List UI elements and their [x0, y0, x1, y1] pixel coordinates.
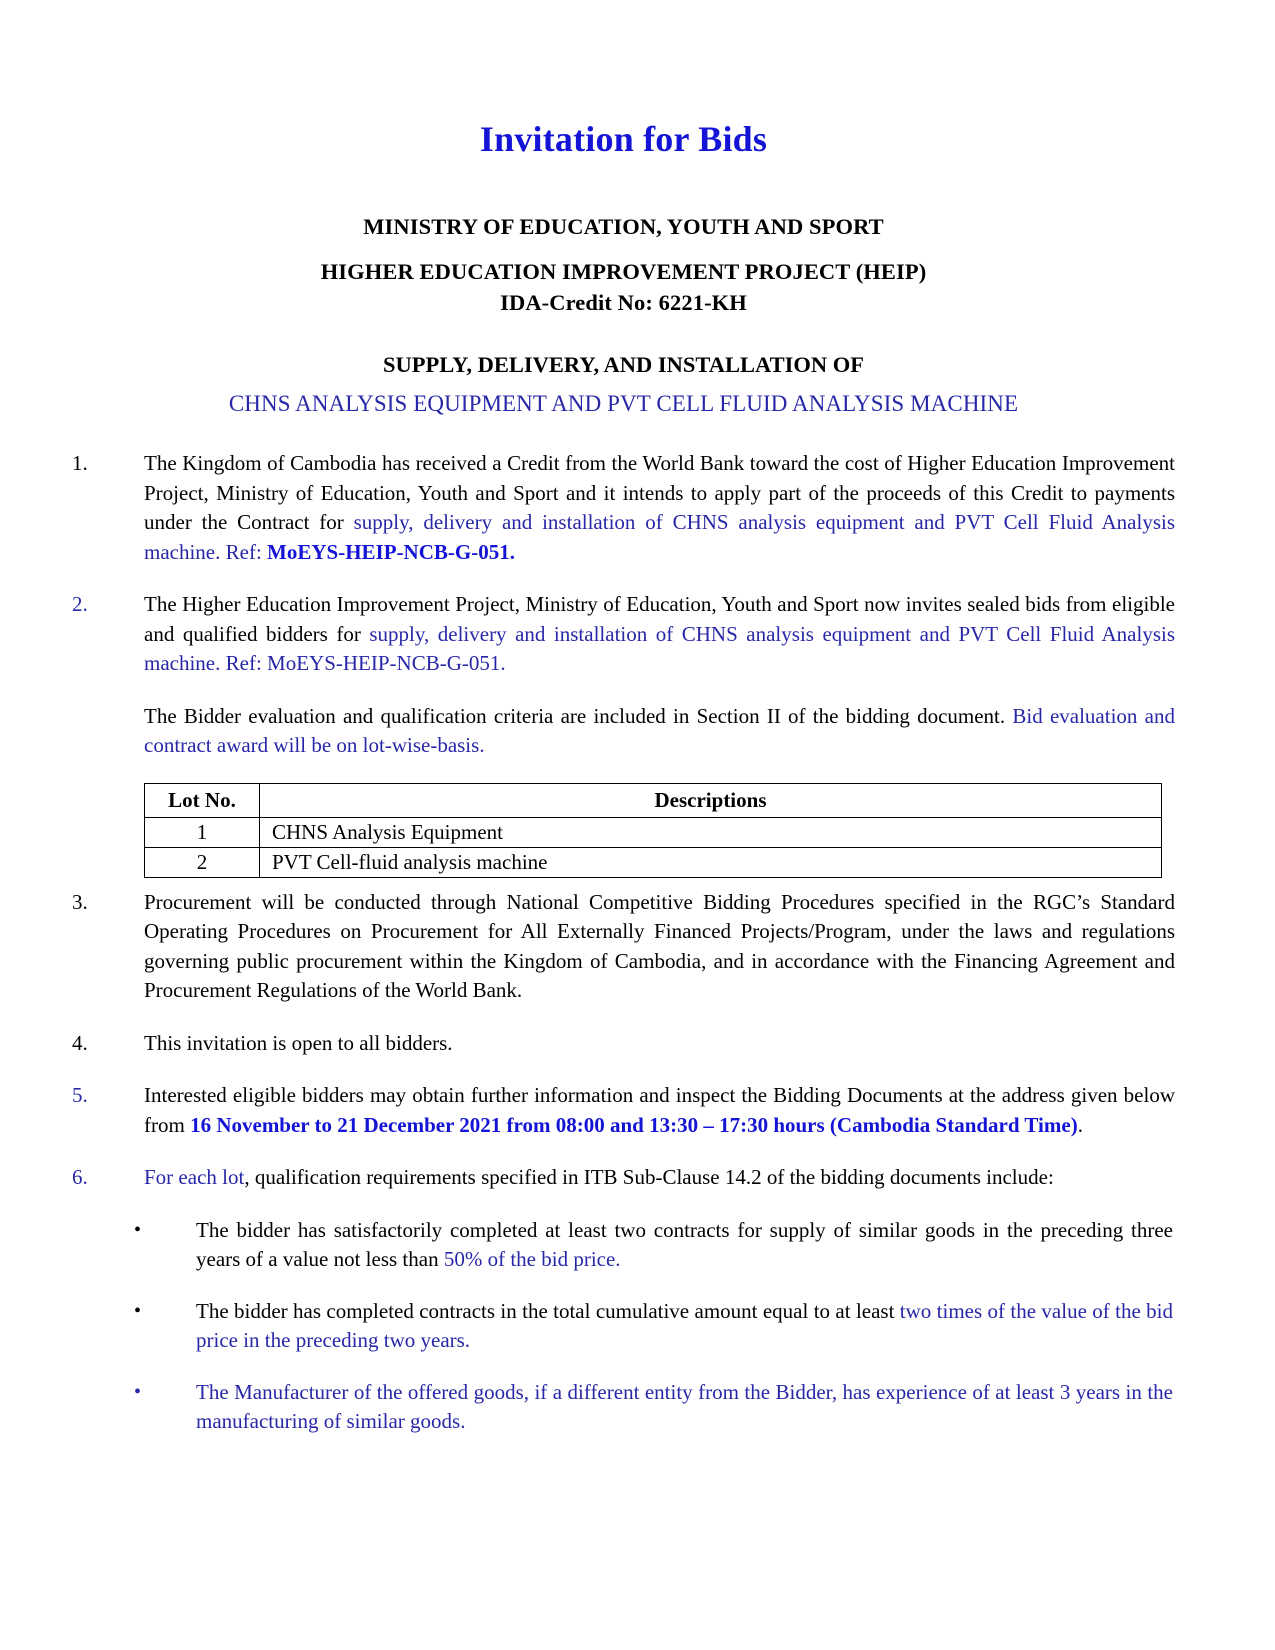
bullet-icon: • [134, 1218, 142, 1241]
clause-2-subparagraph [144, 702, 1175, 761]
credit-number: IDA-Credit No: 6221-KH [500, 290, 747, 315]
equipment-heading: CHNS ANALYSIS EQUIPMENT AND PVT CELL FLUID ANALYSIS MACHINE [228, 391, 1019, 416]
subpara-blue: Bid evaluation and contract award will be on lot-wise-basis. [144, 703, 1175, 757]
clause-1-blue: supply, delivery and installation of CHNS analysis equipment and PVT Cell Fluid Analysis machine. Ref: [144, 510, 1175, 564]
organization-block [72, 214, 1175, 316]
table-cell-description: PVT Cell-fluid analysis machine [260, 847, 1162, 877]
subpara-black: The Bidder evaluation and qualification criteria are included in Section II of the bidding document. [144, 703, 1013, 728]
clause-3-number: 3. [72, 889, 88, 914]
list-item [72, 1297, 1175, 1356]
table-row [145, 847, 1162, 877]
list-item [72, 1378, 1175, 1437]
clause-2-black: The Higher Education Improvement Project, Ministry of Education, Youth and Sport now invites sealed bids from eligible and qualified bidders for [144, 592, 1175, 646]
clause-2 [72, 590, 1175, 679]
clause-5-dates: 16 November to 21 December 2021 from 08:00 and 13:30 – 17:30 hours (Cambodia Standard Time) [190, 1112, 1078, 1137]
list-item [72, 1216, 1175, 1275]
clause-1-ref: MoEYS-HEIP-NCB-G-051. [267, 539, 515, 564]
clause-2-text [144, 590, 1175, 679]
clause-6-black: , qualification requirements specified in ITB Sub-Clause 14.2 of the bidding documents include: [244, 1165, 1054, 1189]
bullet-text [196, 1216, 1175, 1275]
table-row [145, 817, 1162, 847]
qualification-bullet-list [72, 1216, 1175, 1437]
table-header-descriptions: Descriptions [260, 783, 1162, 817]
supply-heading: SUPPLY, DELIVERY, AND INSTALLATION OF [382, 352, 864, 377]
table-header-row [145, 783, 1162, 817]
clause-3-text: Procurement will be conducted through National Competitive Bidding Procedures specified in the RGC’s Standard Operating Procedures on Procurement for All Externally Financed Projects/Program, under the laws and regulations governing public procurement within the Kingdom of Cambodia, and in accordance with the Financing Agreement and Procurement Regulations of the World Bank. [144, 889, 1175, 1002]
bullet-blue: two times of the value of the bid price in the preceding two years. [196, 1298, 1173, 1352]
clause-1 [72, 449, 1175, 567]
clause-4 [72, 1029, 1175, 1059]
clause-5 [72, 1081, 1175, 1140]
project-name: HIGHER EDUCATION IMPROVEMENT PROJECT (HEIP) [320, 259, 927, 284]
bullet-icon: • [134, 1380, 142, 1403]
bullet-icon: • [134, 1299, 142, 1322]
clause-5-text [144, 1081, 1175, 1140]
bullet-text [196, 1378, 1175, 1437]
clause-1-text [144, 449, 1175, 567]
clause-5-black: Interested eligible bidders may obtain further information and inspect the Bidding Documents at the address given below from [144, 1083, 1175, 1137]
clause-5-number: 5. [72, 1083, 88, 1107]
clause-1-black: The Kingdom of Cambodia has received a Credit from the World Bank toward the cost of Higher Education Improvement Project, Ministry of Education, Youth and Sport and it intends to apply part of the proceeds of this Credit to payments under the Contract for [144, 451, 1175, 534]
bullet-blue: The Manufacturer of the offered goods, if a different entity from the Bidder, has experience of at least 3 years in the manufacturing of similar goods. [196, 1379, 1173, 1433]
clause-6-text [144, 1163, 1175, 1193]
clause-4-number: 4. [72, 1030, 88, 1055]
table-header-lot-no: Lot No. [145, 783, 260, 817]
page-title: Invitation for Bids [479, 119, 768, 159]
clause-5-period: . [1077, 1112, 1083, 1137]
bullet-blue: 50% of the bid price. [443, 1247, 621, 1271]
table-cell-lot: 2 [145, 847, 260, 877]
table-cell-description: CHNS Analysis Equipment [260, 817, 1162, 847]
bullet-text [196, 1297, 1175, 1356]
clause-3 [72, 888, 1175, 1006]
bullet-black: The bidder has satisfactorily completed at least two contracts for supply of similar goods in the preceding three years of a value not less than [196, 1217, 1173, 1271]
bullet-black: The bidder has completed contracts in the total cumulative amount equal to at least [196, 1298, 900, 1323]
ministry-name: MINISTRY OF EDUCATION, YOUTH AND SPORT [363, 214, 884, 239]
clause-6-blue-lead: For each lot [144, 1165, 245, 1189]
table-cell-lot: 1 [145, 817, 260, 847]
lot-table [144, 783, 1162, 878]
clause-6 [72, 1163, 1175, 1193]
clause-1-number: 1. [72, 451, 88, 475]
clause-2-number: 2. [72, 592, 88, 616]
clause-4-text: This invitation is open to all bidders. [144, 1030, 453, 1055]
clause-2-blue: supply, delivery and installation of CHNS analysis equipment and PVT Cell Fluid Analysis machine. Ref: MoEYS-HEIP-NCB-G-051. [144, 621, 1175, 675]
clause-6-number: 6. [72, 1165, 88, 1189]
